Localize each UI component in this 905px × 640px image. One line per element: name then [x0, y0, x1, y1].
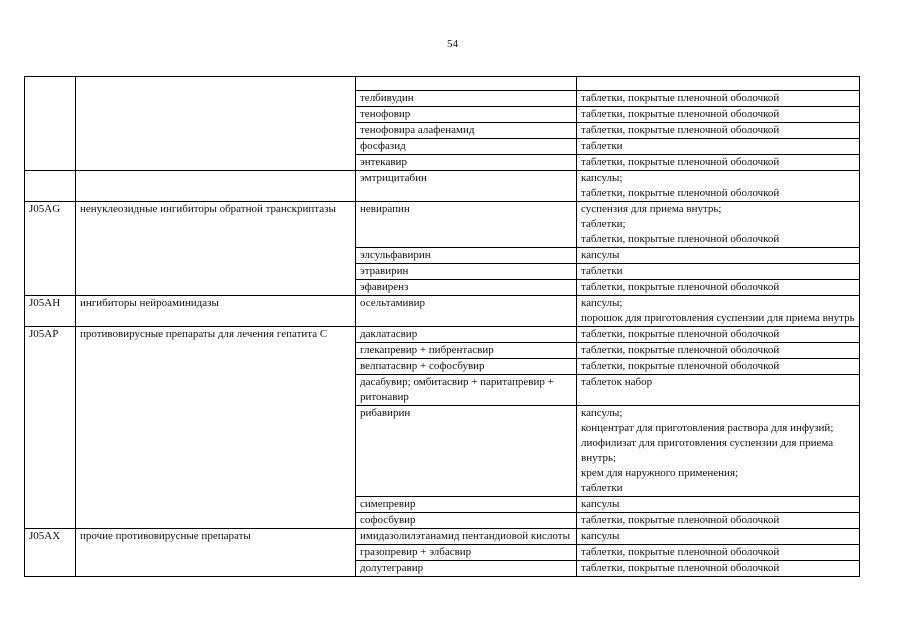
dosage-form-cell — [577, 139, 860, 155]
dosage-form-cell — [577, 561, 860, 577]
drug-name-cell: тенофовир — [356, 107, 577, 123]
dosage-form-line: капсулы — [581, 530, 620, 542]
dosage-form-line: таблетки, покрытые пленочной оболочкой — [581, 124, 780, 136]
dosage-form-cell — [577, 375, 860, 406]
dosage-form-cell — [577, 123, 860, 139]
dosage-form-cell — [577, 155, 860, 171]
atc-code-cell: J05AH — [25, 296, 76, 327]
table-row — [25, 171, 860, 202]
drug-name-cell: рибавирин — [356, 406, 577, 497]
anatomical-group-cell — [76, 77, 356, 171]
table-row — [25, 296, 860, 327]
dosage-form-line: таблетки — [581, 140, 623, 152]
dosage-form-cell — [577, 513, 860, 529]
table-row — [25, 77, 860, 91]
dosage-form-cell — [577, 171, 860, 202]
drug-name-cell: симепревир — [356, 497, 577, 513]
dosage-form-cell — [577, 327, 860, 343]
dosage-form-line: таблетки, покрытые пленочной оболочкой — [581, 281, 780, 293]
dosage-form-line: капсулы; — [581, 297, 623, 309]
drug-name-cell: невирапин — [356, 202, 577, 248]
dosage-form-line: порошок для приготовления суспензии для приема внутрь — [581, 312, 855, 324]
atc-code-cell: J05AX — [25, 529, 76, 577]
drug-name-cell: дасабувир; омбитасвир + паритапревир + ритонавир — [356, 375, 577, 406]
drug-name-cell: глекапревир + пибрентасвир — [356, 343, 577, 359]
dosage-form-cell — [577, 107, 860, 123]
dosage-form-cell — [577, 296, 860, 327]
dosage-form-line: таблетки, покрытые пленочной оболочкой — [581, 108, 780, 120]
dosage-form-line: концентрат для приготовления раствора для инфузий; — [581, 422, 834, 434]
atc-code-cell — [25, 77, 76, 171]
anatomical-group-cell: ингибиторы нейроаминидазы — [76, 296, 356, 327]
dosage-form-line: таблетки, покрытые пленочной оболочкой — [581, 514, 780, 526]
dosage-form-line: таблетки — [581, 265, 623, 277]
drug-name-cell: энтекавир — [356, 155, 577, 171]
dosage-form-line: таблетки, покрытые пленочной оболочкой — [581, 187, 780, 199]
atc-code-cell: J05AG — [25, 202, 76, 296]
drug-name-cell: велпатасвир + софосбувир — [356, 359, 577, 375]
dosage-form-line: крем для наружного применения; — [581, 467, 739, 479]
dosage-form-line: лиофилизат для приготовления суспензии для приема внутрь; — [581, 437, 834, 464]
dosage-form-cell — [577, 248, 860, 264]
atc-code-cell — [25, 171, 76, 202]
drug-name-cell: софосбувир — [356, 513, 577, 529]
table-row — [25, 529, 860, 545]
page-number: 54 — [447, 38, 458, 50]
drug-name-cell: даклатасвир — [356, 327, 577, 343]
dosage-form-line: таблетки, покрытые пленочной оболочкой — [581, 328, 780, 340]
dosage-form-cell — [577, 529, 860, 545]
dosage-form-cell — [577, 406, 860, 497]
dosage-form-line: капсулы; — [581, 407, 623, 419]
dosage-form-cell — [577, 202, 860, 248]
dosage-form-cell — [577, 91, 860, 107]
atc-code-cell: J05AP — [25, 327, 76, 529]
dosage-form-line: таблетки, покрытые пленочной оболочкой — [581, 344, 780, 356]
dosage-form-cell — [577, 545, 860, 561]
dosage-form-line: таблетки, покрытые пленочной оболочкой — [581, 233, 780, 245]
dosage-form-line: таблетки, покрытые пленочной оболочкой — [581, 562, 780, 574]
drug-name-cell: тенофовира алафенамид — [356, 123, 577, 139]
table-row — [25, 327, 860, 343]
drug-name-cell: элсульфавирин — [356, 248, 577, 264]
dosage-form-cell — [577, 264, 860, 280]
dosage-form-cell — [577, 497, 860, 513]
drug-name-cell: этравирин — [356, 264, 577, 280]
dosage-form-line: таблеток набор — [581, 376, 653, 388]
drug-table — [24, 76, 860, 577]
dosage-form-line: капсулы — [581, 498, 620, 510]
drug-name-cell: эмтрицитабин — [356, 171, 577, 202]
dosage-form-line: таблетки; — [581, 218, 626, 230]
dosage-form-line: суспензия для приема внутрь; — [581, 203, 722, 215]
drug-name-cell: имидазолилэтанамид пентандиовой кислоты — [356, 529, 577, 545]
dosage-form-line: капсулы — [581, 249, 620, 261]
drug-name-cell: эфавиренз — [356, 280, 577, 296]
drug-name-cell — [356, 77, 577, 91]
dosage-form-cell — [577, 359, 860, 375]
anatomical-group-cell — [76, 171, 356, 202]
dosage-form-cell — [577, 280, 860, 296]
drug-name-cell: долутегравир — [356, 561, 577, 577]
dosage-form-line: таблетки, покрытые пленочной оболочкой — [581, 156, 780, 168]
dosage-form-line: таблетки, покрытые пленочной оболочкой — [581, 546, 780, 558]
anatomical-group-cell: прочие противовирусные препараты — [76, 529, 356, 577]
anatomical-group-cell: противовирусные препараты для лечения гепатита C — [76, 327, 356, 529]
anatomical-group-cell: ненуклеозидные ингибиторы обратной транскриптазы — [76, 202, 356, 296]
dosage-form-line: таблетки, покрытые пленочной оболочкой — [581, 92, 780, 104]
dosage-form-line: таблетки, покрытые пленочной оболочкой — [581, 360, 780, 372]
drug-name-cell: фосфазид — [356, 139, 577, 155]
dosage-form-line: таблетки — [581, 482, 623, 494]
dosage-form-cell — [577, 77, 860, 91]
drug-name-cell: телбивудин — [356, 91, 577, 107]
dosage-form-line: капсулы; — [581, 172, 623, 184]
drug-name-cell: осельтамивир — [356, 296, 577, 327]
drug-name-cell: гразопревир + элбасвир — [356, 545, 577, 561]
dosage-form-cell — [577, 343, 860, 359]
table-row — [25, 202, 860, 248]
